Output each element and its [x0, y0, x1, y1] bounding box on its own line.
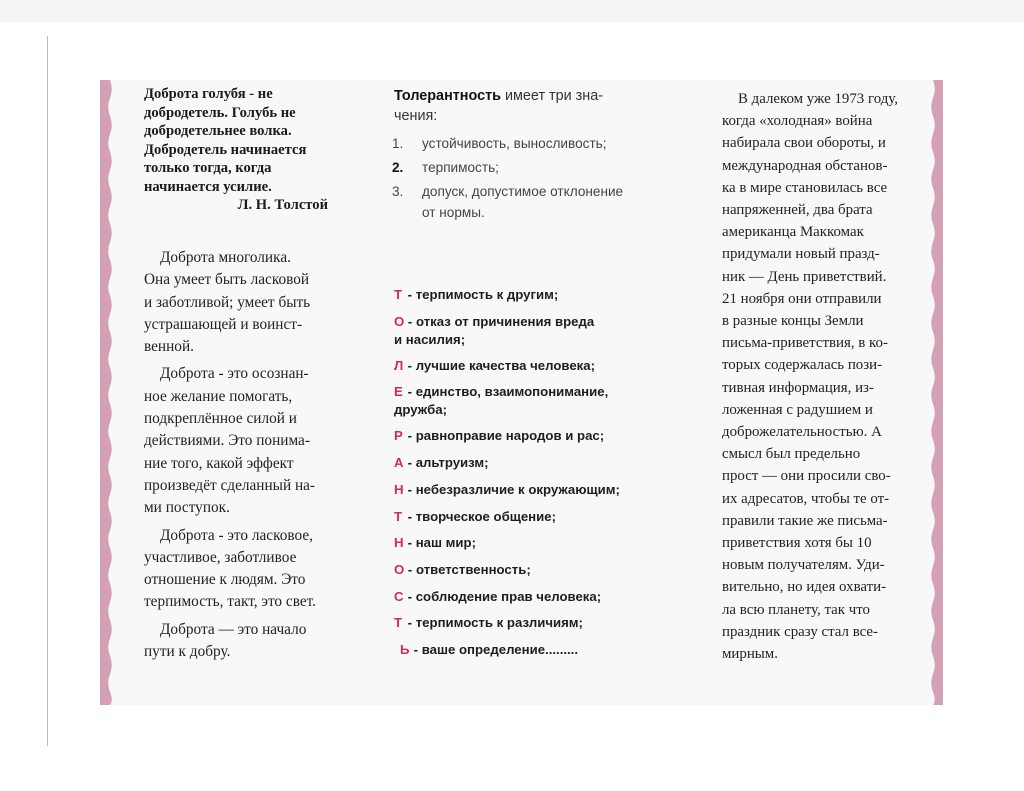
acrostic-item: [394, 353, 669, 380]
list-item: [392, 157, 667, 178]
acrostic-text: - единство, взаимопонимание,: [404, 384, 609, 400]
list-number: 1.: [392, 136, 404, 151]
text-line: Она умеет быть ласковой: [144, 271, 310, 289]
acrostic-letter: Т: [394, 508, 403, 524]
acrostic-text: - небезразличие к окружающим;: [404, 481, 620, 497]
acrostic-letter: А: [394, 455, 404, 471]
acrostic-text: дружба;: [394, 402, 447, 418]
acrostic-letter: Р: [394, 428, 403, 444]
text-line: ник — День приветствий.: [722, 268, 887, 285]
text-line: ние того, какой эффект: [144, 454, 294, 472]
text-line: набирала свои обороты, и: [722, 135, 886, 152]
page-margin-line: [47, 36, 48, 746]
acrostic-letter: С: [394, 588, 404, 604]
text-line: произведёт сделанный на-: [144, 476, 316, 494]
text-line: ное желание помогать,: [144, 387, 293, 405]
text-line: Доброта многолика.: [160, 249, 291, 266]
list-text: устойчивость, выносливость;: [422, 136, 607, 151]
text-line: Доброта — это начало: [160, 620, 307, 638]
tolerance-heading-rest: имеет три зна-: [501, 88, 604, 104]
paragraph: [144, 247, 340, 358]
epigraph-line: добродетельнее волка.: [144, 123, 292, 139]
text-line: тивная информация, из-: [722, 379, 874, 396]
meanings-list: [392, 133, 667, 226]
column-greetings-day: [700, 80, 943, 705]
text-line: вительно, но идея охвати-: [722, 579, 887, 596]
list-item: [392, 133, 667, 154]
acrostic-letter: Ь: [400, 642, 410, 658]
text-line: ка в мире становилась все: [722, 179, 888, 196]
text-line: приветствия хотя бы 10: [722, 535, 872, 552]
paragraph: [144, 619, 340, 664]
text-line: ла всю планету, так что: [722, 601, 870, 618]
tolerance-heading-bold: Толерантность: [394, 88, 501, 104]
list-text: допуск, допустимое отклонение: [422, 184, 624, 199]
acrostic-text: - ваше определение.........: [410, 642, 579, 658]
text-line: действиями. Это понима-: [144, 432, 310, 450]
acrostic-item: [394, 557, 669, 584]
text-line: мирным.: [722, 646, 778, 663]
text-line: терпимость, такт, это свет.: [144, 593, 316, 611]
acrostic-item: [394, 450, 669, 477]
acrostic-text: - наш мир;: [404, 535, 476, 551]
text-line: устрашающей и воинст-: [144, 315, 303, 333]
text-line: Доброта - это осознан-: [160, 365, 309, 383]
list-number: 2.: [392, 160, 404, 175]
text-line: отношение к людям. Это: [144, 571, 306, 589]
epigraph-line: начинается усилие.: [144, 178, 272, 195]
wavy-border-right: [929, 80, 943, 705]
text-line: новым получателям. Уди-: [722, 557, 885, 574]
text-line: венной.: [144, 338, 194, 356]
text-line: участливое, заботливое: [144, 548, 297, 566]
acrostic-item: [394, 504, 669, 531]
text-line: письма-приветствия, в ко-: [722, 335, 888, 352]
epigraph: [144, 85, 334, 215]
text-line: 21 ноября они отправили: [722, 290, 882, 307]
acrostic-letter: Т: [394, 615, 403, 631]
acrostic-item: [394, 477, 669, 504]
acrostic-letter: Л: [394, 357, 404, 373]
acrostic-item: [394, 423, 669, 450]
text-line: ми поступок.: [144, 499, 230, 517]
acrostic-item: [394, 530, 669, 557]
acrostic-text: - равноправие народов и рас;: [404, 428, 605, 444]
text-line: В далеком уже 1973 году,: [738, 91, 898, 107]
column-kindness: [100, 80, 340, 705]
acrostic-letter: О: [394, 561, 405, 577]
acrostic-text: - ответственность;: [404, 561, 531, 577]
kindness-text: [144, 247, 340, 668]
column-tolerance: [370, 80, 670, 705]
epigraph-line: Доброта голубя - не: [144, 86, 273, 102]
wavy-border-left: [100, 80, 114, 705]
text-line: смысл был предельно: [722, 446, 861, 463]
acrostic-item: [394, 610, 669, 637]
text-line: их адресатов, чтобы те от-: [722, 490, 890, 507]
list-item: [392, 181, 667, 223]
text-line: торых содержалась пози-: [722, 357, 883, 374]
wave-shape: [100, 80, 112, 705]
top-bar: [0, 0, 1024, 22]
acrostic-text: - отказ от причинения вреда: [404, 313, 595, 329]
text-line: подкреплённое силой и: [144, 410, 297, 428]
text-line: придумали новый празд-: [722, 246, 880, 263]
acrostic-letter: Е: [394, 384, 403, 400]
acrostic-letter: Т: [394, 287, 403, 302]
paragraph: [144, 525, 340, 614]
acrostic-item: [394, 282, 669, 309]
list-number: 3.: [392, 184, 404, 199]
acrostic-text: - терпимость к различиям;: [404, 615, 583, 631]
acrostic-item: [394, 379, 669, 423]
list-text: терпимость;: [422, 160, 499, 175]
text-line: напряженней, два брата: [722, 202, 873, 219]
acrostic-text: - альтруизм;: [404, 455, 489, 471]
text-line: международная обстанов-: [722, 157, 888, 174]
acrostic-letter: Н: [394, 481, 404, 497]
text-line: прост — они просили сво-: [722, 468, 891, 485]
text-line: праздник сразу стал все-: [722, 623, 879, 640]
acrostic-text: - лучшие качества человека;: [404, 357, 595, 373]
acrostic-letter: Н: [394, 535, 404, 551]
epigraph-line: Добродетель начинается: [144, 141, 307, 158]
wave-shape: [931, 80, 943, 705]
text-line: пути к добру.: [144, 643, 231, 661]
acrostic-item: [394, 309, 669, 353]
text-line: ложенная с радушием и: [722, 401, 873, 418]
text-line: в разные концы Земли: [722, 313, 864, 330]
epigraph-line: только тогда, когда: [144, 160, 272, 176]
epigraph-author: Л. Н. Толстой: [237, 197, 328, 213]
text-line: и заботливой; умеет быть: [144, 293, 311, 311]
acrostic-text: и насилия;: [394, 331, 466, 347]
list-text: от нормы.: [422, 205, 485, 220]
acrostic-text: - соблюдение прав человека;: [404, 588, 602, 604]
text-line: доброжелательностью. А: [722, 424, 882, 441]
text-line: американца Маккомак: [722, 224, 864, 241]
paragraph: [144, 363, 340, 519]
text-line: Доброта - это ласковое,: [160, 526, 313, 544]
tolerance-heading: [394, 86, 669, 126]
acrostic-list: [394, 282, 669, 664]
acrostic-item: [394, 637, 669, 664]
acrostic-text: - творческое общение;: [404, 508, 556, 524]
text-line: когда «холодная» война: [722, 113, 873, 130]
greetings-day-story: [722, 88, 928, 665]
acrostic-text: - терпимость к другим;: [404, 287, 559, 302]
epigraph-line: добродетель. Голубь не: [144, 104, 296, 121]
acrostic-letter: О: [394, 313, 405, 329]
acrostic-item: [394, 584, 669, 611]
tolerance-heading-rest: чения:: [394, 108, 438, 124]
text-line: правили такие же письма-: [722, 512, 888, 529]
